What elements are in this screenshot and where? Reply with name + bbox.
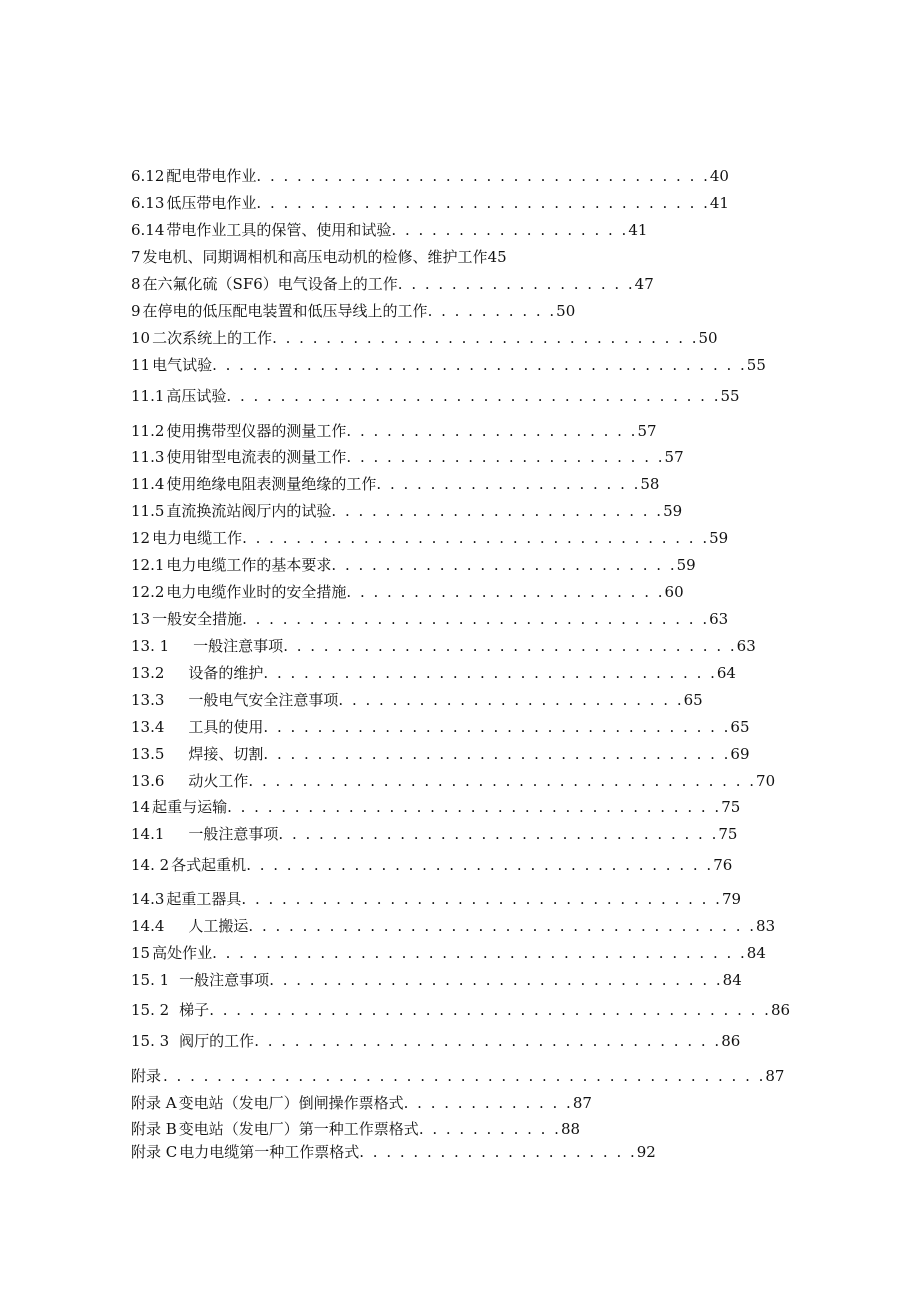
toc-entry-leader-dots: . . . . . . . . . . . . . . . . . . . . . . . . . . . . . . . . . .	[256, 167, 710, 185]
toc-entry-page-number: 57	[664, 448, 684, 466]
toc-entry[interactable]	[131, 1117, 580, 1141]
toc-entry-title: 变电站（发电厂）倒闸操作票格式	[178, 1094, 404, 1112]
toc-entry-number: 10	[131, 329, 151, 347]
toc-entry-number: 8	[131, 275, 141, 293]
toc-entry-title: 起重工器具	[166, 890, 242, 908]
toc-entry[interactable]	[131, 580, 684, 604]
toc-entry-leader-dots: . . . . . . . . . . . . . . . . . . . . . . . . . . . . . . . . . . . . .	[227, 798, 722, 816]
toc-entry-page-number: 87	[572, 1094, 592, 1112]
toc-entry[interactable]	[131, 472, 659, 496]
toc-entry-page-number: 50	[556, 302, 576, 320]
toc-entry[interactable]	[131, 499, 682, 523]
toc-entry-title: 使用绝缘电阻表测量绝缘的工作	[166, 475, 377, 493]
toc-entry[interactable]	[131, 553, 696, 577]
toc-entry-number: 13	[131, 610, 151, 628]
toc-entry-page-number: 86	[770, 1001, 791, 1019]
toc-entry[interactable]	[131, 769, 775, 793]
toc-entry-leader-dots: . . . . . . . . . . . . . . . . . . . . . . . . . . . . . . . . . . . . . . . . . . . . .	[163, 1067, 766, 1085]
toc-entry-leader-dots: . . . . . . . . . . . . . . . . . .	[397, 275, 635, 293]
toc-entry-title: 在停电的低压配电装置和低压导线上的工作	[142, 302, 428, 320]
toc-entry-number: 12.1	[131, 556, 165, 574]
toc-entry-page-number: 60	[664, 583, 684, 601]
toc-entry-title: 高压试验	[166, 387, 227, 405]
toc-entry-leader-dots: . . . . . . . . . . . . . . . . . . . . . . . . . . . . . . . . . . .	[254, 1032, 722, 1050]
toc-entry[interactable]	[131, 384, 740, 408]
toc-entry-title: 电气试验	[152, 356, 213, 374]
toc-entry-title: 配电带电作业	[166, 167, 257, 185]
toc-entry-number: 13.5	[131, 745, 165, 763]
toc-entry-number: 6.13	[131, 194, 165, 212]
toc-entry-page-number: 84	[746, 944, 766, 962]
toc-entry-title: 电力电缆工作	[152, 529, 243, 547]
toc-entry-leader-dots: . . . . . . . . . . . . .	[403, 1094, 573, 1112]
toc-entry[interactable]	[131, 887, 741, 911]
toc-entry-leader-dots: . . . . . . . . . . . . . . . . . . . .	[376, 475, 641, 493]
toc-entry-leader-dots: . . . . . . . . . . . . . . . . . . . . . .	[346, 422, 638, 440]
toc-entry-page-number: 59	[676, 556, 696, 574]
toc-entry-leader-dots: . . . . . . . . . . . . . . . . . . . . . . . . . . . . . . . . . .	[283, 637, 737, 655]
toc-entry-number: 11.1	[131, 387, 165, 405]
toc-entry-leader-dots: . . . . . . . . . . . . . . . . . . . . . . . .	[346, 448, 665, 466]
toc-entry-page-number: 50	[698, 329, 718, 347]
toc-entry[interactable]	[131, 419, 657, 443]
toc-entry-title: 电力电缆作业时的安全措施	[166, 583, 347, 601]
toc-entry[interactable]	[131, 607, 728, 631]
toc-entry[interactable]	[131, 1140, 656, 1164]
toc-entry-leader-dots: . . . . . . . . . . . . . . . . . . . . . . . . . . . . . . . . . . . . . . . .	[212, 944, 747, 962]
toc-entry-leader-dots: . . . . . . . . . . . . . . . . . . . . .	[359, 1143, 637, 1161]
toc-entry[interactable]	[131, 299, 575, 323]
toc-entry[interactable]	[131, 688, 703, 712]
toc-entry-page-number: 65	[683, 691, 703, 709]
toc-entry-page-number: 55	[746, 356, 766, 374]
toc-entry-title: 直流换流站阀厅内的试验	[166, 502, 332, 520]
toc-entry-leader-dots: . . . . . . . . . . . . . . . . . . . . . . . . . . . . . . . . . . .	[242, 610, 710, 628]
toc-entry-leader-dots: . . . . . . . . . . . . . . . . . . . . . . . . . . . . . . . .	[272, 329, 699, 347]
toc-entry[interactable]	[131, 822, 737, 846]
toc-entry[interactable]	[131, 661, 736, 685]
toc-entry-title: 设备的维护	[188, 664, 264, 682]
toc-entry-page-number: 87	[765, 1067, 785, 1085]
toc-entry-leader-dots: . . . . . . . . . . . . . . . . . . . . . . . . . . . . . . . . . . . . . . . . . .	[209, 1001, 771, 1019]
toc-entry-number: 11.4	[131, 475, 165, 493]
toc-entry-page-number: 63	[736, 637, 756, 655]
toc-entry-page-number: 55	[720, 387, 740, 405]
toc-entry-page-number: 47	[634, 275, 654, 293]
toc-entry-leader-dots: . . . . . . . . . . . . . . . . . . . . . . . .	[346, 583, 665, 601]
toc-entry[interactable]	[131, 191, 729, 215]
toc-entry-number: 13.3	[131, 691, 165, 709]
toc-entry-leader-dots: . . . . . . . . . . . . . . . . . .	[391, 221, 629, 239]
toc-entry-leader-dots: . . . . . . . . . . . . . . . . . . . . . . . . . .	[331, 556, 677, 574]
toc-entry-leader-dots: . . . . . . . . . . . . . . . . . . . . . . . . . . . . . . . . . .	[269, 971, 723, 989]
toc-entry-page-number: 59	[709, 529, 729, 547]
toc-entry-number: 9	[131, 302, 141, 320]
toc-entry-leader-dots: . . . . . . . . . . . . . . . . . . . . . . . . . . . . . . . . . . .	[263, 718, 731, 736]
toc-entry-title: 阀厅的工作	[179, 1032, 255, 1050]
toc-entry[interactable]	[131, 914, 775, 938]
toc-entry-number: 6.14	[131, 221, 165, 239]
toc-entry-title: 使用钳型电流表的测量工作	[166, 448, 347, 466]
toc-entry-page-number: 64	[716, 664, 736, 682]
toc-entry[interactable]	[131, 968, 742, 992]
toc-entry-leader-dots: . . . . . . . . . . . . . . . . . . . . . . . . . . . . . . . . . . . . .	[226, 387, 721, 405]
toc-entry[interactable]	[131, 998, 790, 1022]
toc-entry[interactable]	[131, 445, 684, 469]
toc-entry-number: 13. 1	[131, 637, 170, 655]
toc-entry-title: 变电站（发电厂）第一种工作票格式	[178, 1120, 419, 1138]
toc-entry-title: 梯子	[179, 1001, 210, 1019]
toc-entry-leader-dots: . . . . . . . . . . . . . . . . . . . . . . . . . . . . . . . . .	[278, 825, 719, 843]
toc-entry-number: 13.4	[131, 718, 165, 736]
toc-entry-title: 高处作业	[152, 944, 213, 962]
toc-entry-number: 11.3	[131, 448, 165, 466]
toc-entry-number: 15. 3	[131, 1032, 170, 1050]
toc-entry[interactable]	[131, 272, 654, 296]
toc-entry-title: 在六氟化硫（SF6）电气设备上的工作	[142, 275, 398, 293]
toc-entry-page-number: 41	[628, 221, 648, 239]
toc-entry-number: 附录 C	[131, 1143, 178, 1161]
toc-entry[interactable]	[131, 634, 756, 658]
toc-entry-title: 低压带电作业	[166, 194, 257, 212]
toc-entry[interactable]	[131, 353, 766, 377]
toc-entry-title: 动火工作	[188, 772, 249, 790]
toc-entry-number: 14.4	[131, 917, 165, 935]
toc-entry-leader-dots: . . . . . . . . . .	[427, 302, 557, 320]
toc-entry-title: 一般安全措施	[152, 610, 243, 628]
toc-entry-number: 14.3	[131, 890, 165, 908]
toc-entry-page-number: 88	[560, 1120, 581, 1138]
toc-entry-page-number: 58	[640, 475, 660, 493]
toc-entry[interactable]	[131, 715, 750, 739]
toc-entry-number: 14. 2	[131, 856, 170, 874]
toc-entry[interactable]	[131, 1064, 784, 1088]
toc-entry-page-number: 86	[721, 1032, 741, 1050]
toc-entry-title: 一般注意事项	[179, 971, 270, 989]
toc-entry[interactable]	[131, 326, 718, 350]
toc-entry-leader-dots: . . . . . . . . . . . . . . . . . . . . . . . . . . . . . . . . . . . . . .	[248, 772, 757, 790]
toc-entry-title: 工具的使用	[188, 718, 264, 736]
toc-entry-leader-dots: . . . . . . . . . . . . . . . . . . . . . . . . . . . . . . . . . . . . . . . .	[212, 356, 747, 374]
toc-entry-page-number: 41	[709, 194, 729, 212]
toc-entry-leader-dots: . . . . . . . . . . . . . . . . . . . . . . . . .	[331, 502, 664, 520]
toc-entry-number: 13.2	[131, 664, 165, 682]
toc-entry-page-number: 75	[718, 825, 738, 843]
toc-entry-number: 14	[131, 798, 151, 816]
toc-entry-number: 14.1	[131, 825, 165, 843]
toc-entry[interactable]	[131, 1029, 740, 1053]
toc-entry-title: 焊接、切割	[188, 745, 264, 763]
toc-entry-page-number: 83	[756, 917, 776, 935]
toc-entry-leader-dots: . . . . . . . . . . . . . . . . . . . . . . . . . . . . . . . . . .	[256, 194, 710, 212]
toc-entry[interactable]	[131, 1091, 592, 1115]
toc-entry-number: 15. 2	[131, 1001, 170, 1019]
toc-entry-number: 11	[131, 356, 151, 374]
toc-entry-title: 二次系统上的工作	[152, 329, 273, 347]
toc-entry-number: 7	[131, 248, 141, 266]
toc-entry-page-number: 75	[721, 798, 741, 816]
toc-entry-leader-dots: . . . . . . . . . . . . . . . . . . . . . . . . . . . . . . . . . . . . . .	[248, 917, 757, 935]
toc-entry[interactable]	[131, 941, 766, 965]
toc-entry[interactable]	[131, 164, 729, 188]
toc-entry-number: 12.2	[131, 583, 165, 601]
toc-entry-page-number: 79	[721, 890, 742, 908]
toc-entry-page-number: 45	[487, 248, 507, 266]
toc-entry-title: 一般电气安全注意事项	[188, 691, 339, 709]
toc-entry-page-number: 40	[709, 167, 729, 185]
toc-entry-title: 起重与运输	[152, 798, 228, 816]
toc-entry-number: 13.6	[131, 772, 165, 790]
toc-entry-title: 带电作业工具的保管、使用和试验	[166, 221, 392, 239]
toc-entry-page-number: 76	[713, 856, 733, 874]
toc-entry-leader-dots: . . . . . . . . . . . . . . . . . . . . . . . . . . . . . . . . . .	[263, 664, 717, 682]
toc-entry-page-number: 92	[636, 1143, 656, 1161]
toc-entry[interactable]	[131, 742, 750, 766]
toc-entry-number: 11.2	[131, 422, 165, 440]
toc-entry[interactable]	[131, 218, 647, 242]
toc-entry-title: 发电机、同期调相机和高压电动机的检修、维护工作	[142, 248, 488, 266]
toc-entry-page-number: 70	[756, 772, 776, 790]
toc-entry-number: 6.12	[131, 167, 165, 185]
toc-entry-leader-dots: . . . . . . . . . . . . . . . . . . . . . . . . . . . . . . . . . . .	[246, 856, 714, 874]
toc-entry[interactable]	[131, 526, 728, 550]
toc-entry-title: 电力电缆工作的基本要求	[166, 556, 332, 574]
toc-entry-title: 人工搬运	[188, 917, 249, 935]
toc-entry-title: 使用携带型仪器的测量工作	[166, 422, 347, 440]
toc-entry-page-number: 84	[722, 971, 742, 989]
toc-entry-page-number: 69	[730, 745, 750, 763]
toc-entry-leader-dots: . . . . . . . . . . . . . . . . . . . . . . . . . . . . . . . . . . .	[242, 529, 710, 547]
toc-entry-leader-dots: . . . . . . . . . . . . . . . . . . . . . . . . . . . . . . . . . . . .	[241, 890, 722, 908]
toc-entry-number: 15. 1	[131, 971, 170, 989]
toc-entry[interactable]	[131, 245, 507, 269]
toc-entry-page-number: 63	[709, 610, 729, 628]
toc-entry-number: 附录 A	[131, 1094, 177, 1112]
toc-entry-number: 11.5	[131, 502, 165, 520]
toc-entry-title: 各式起重机	[171, 856, 247, 874]
toc-entry[interactable]	[131, 795, 740, 819]
toc-entry-page-number: 59	[663, 502, 683, 520]
toc-entry-leader-dots: . . . . . . . . . . . . . . . . . . . . . . . . . . . . . . . . . . .	[263, 745, 731, 763]
toc-entry-title: 电力电缆第一种工作票格式	[179, 1143, 360, 1161]
toc-entry-number: 附录	[131, 1067, 162, 1085]
toc-entry-number: 12	[131, 529, 151, 547]
toc-entry-title: 一般注意事项	[193, 637, 284, 655]
toc-entry-title: 一般注意事项	[188, 825, 279, 843]
toc-entry-page-number: 57	[637, 422, 657, 440]
toc-entry-leader-dots: . . . . . . . . . . .	[418, 1120, 561, 1138]
toc-entry-page-number: 65	[730, 718, 750, 736]
toc-entry[interactable]	[131, 853, 732, 877]
toc-entry-number: 附录 B	[131, 1120, 177, 1138]
toc-entry-number: 15	[131, 944, 151, 962]
toc-entry-leader-dots: . . . . . . . . . . . . . . . . . . . . . . . . . .	[338, 691, 684, 709]
